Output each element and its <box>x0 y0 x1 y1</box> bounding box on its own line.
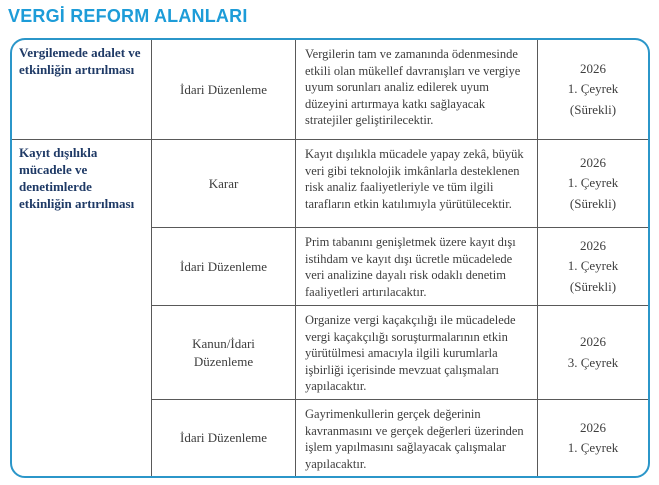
regulation-type-cell: Karar <box>152 140 296 228</box>
regulation-type-cell: İdari Düzenleme <box>152 40 296 140</box>
reform-areas-table <box>10 38 650 478</box>
description-cell: Organize vergi kaçakçılığı ile mücadelede vergi kaçakçılığı soruşturmalarının etkin yürütülmesi amacıyla ilgili kurumlarla işbirliği içerisinde mevzuat çalışmaları yapılacaktır. <box>296 306 538 400</box>
timing-cell <box>538 306 648 400</box>
timing-year: 2026 <box>580 419 606 435</box>
description-cell: Prim tabanını genişletmek üzere kayıt dışı istihdam ve kayıt dışı ücretle mücadelede veri analizine dayalı risk odaklı denetim faaliyetleri artırılacaktır. <box>296 228 538 306</box>
timing-year: 2026 <box>580 334 606 350</box>
timing-cell <box>538 140 648 228</box>
timing-note: (Sürekli) <box>569 195 617 211</box>
category-cell: Vergilemede adalet ve etkinliğin artırılması <box>12 40 152 140</box>
timing-quarter: 1. Çeyrek <box>567 81 619 97</box>
page-title: VERGİ REFORM ALANLARI <box>8 6 248 26</box>
timing-cell <box>538 228 648 306</box>
timing-note: (Sürekli) <box>569 101 617 117</box>
timing-quarter: 3. Çeyrek <box>567 354 619 370</box>
description-cell: Vergilerin tam ve zamanında ödenmesinde etkili olan mükellef davranışları ve vergiye uyum sorunları analiz edilerek uyum düzeyini artırmaya katkı sağlayacak stratejiler geliştirilecektir. <box>296 40 538 140</box>
regulation-type-cell: İdari Düzenleme <box>152 228 296 306</box>
description-cell: Kayıt dışılıkla mücadele yapay zekâ, büyük veri gibi teknolojik imkânlarla desteklenen risk analiz faaliyetleriyle ve tüm ilgili tarafların etkin katılımıyla yürütülecektir. <box>296 140 538 228</box>
timing-quarter: 1. Çeyrek <box>567 258 619 274</box>
description-cell: Gayrimenkullerin gerçek değerinin kavranmasını ve gerçek değerleri üzerinden işlem yapılmasını sağlayacak çalışmalar yapılacaktır. <box>296 400 538 476</box>
timing-year: 2026 <box>580 155 606 171</box>
category-cell: Kayıt dışılıkla mücadele ve denetimlerde etkinliğin artırılması <box>12 140 152 476</box>
timing-year: 2026 <box>580 238 606 254</box>
timing-cell <box>538 400 648 476</box>
regulation-type-cell: İdari Düzenleme <box>152 400 296 476</box>
timing-note: (Sürekli) <box>569 278 617 294</box>
timing-quarter: 1. Çeyrek <box>567 175 619 191</box>
regulation-type-cell: Kanun/İdari Düzenleme <box>152 306 296 400</box>
timing-quarter: 1. Çeyrek <box>567 440 619 455</box>
timing-cell <box>538 40 648 140</box>
timing-year: 2026 <box>580 61 606 77</box>
